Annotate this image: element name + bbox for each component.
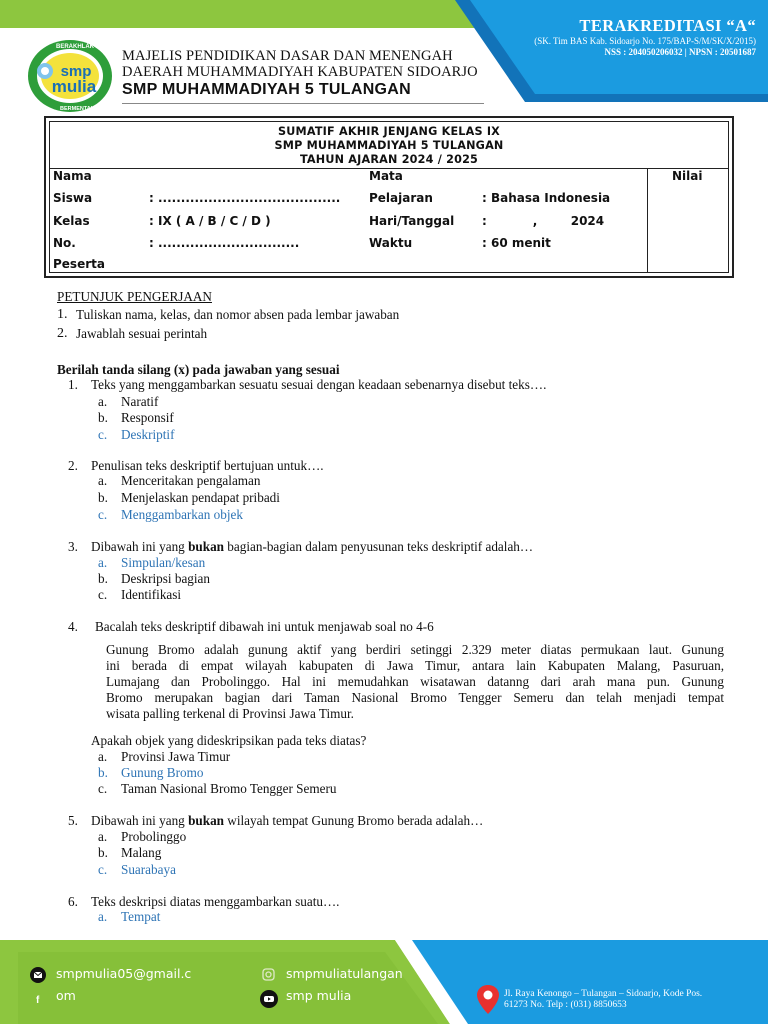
instruction-item: Jawablah sesuai perintah — [76, 326, 208, 341]
question-text-part: Dibawah ini yang — [91, 539, 189, 554]
accreditation-ids: NSS : 204050206032 | NPSN : 20501687 — [604, 47, 756, 57]
question-text: Apakah objek yang dideskripsikan pada teks diatas? — [91, 733, 367, 748]
option-text[interactable]: Deskriptif — [121, 427, 175, 442]
box-divider-vertical — [647, 168, 648, 272]
option-letter[interactable]: c. — [98, 587, 108, 602]
passage-line: wisata palling terkenal di Provinsi Jawa Timur. — [106, 706, 354, 721]
footer-youtube[interactable]: smp mulia — [286, 988, 352, 1003]
question-emphasis: bukan — [188, 539, 224, 554]
option-text[interactable]: Naratif — [121, 394, 159, 409]
svg-text:smp: smp — [60, 63, 92, 80]
hari-tanggal-field[interactable]: : , 2024 — [482, 214, 605, 228]
option-text[interactable]: Simpulan/kesan — [121, 555, 206, 570]
instructions-heading: PETUNJUK PENGERJAAN — [57, 289, 212, 304]
option-text[interactable]: Deskripsi bagian — [121, 571, 210, 586]
footer-email-line-2[interactable]: om — [56, 988, 76, 1003]
hari-tanggal-label: Hari/Tanggal — [369, 214, 455, 228]
option-letter[interactable]: a. — [98, 829, 108, 844]
option-letter[interactable]: c. — [98, 862, 108, 877]
question-text-part: bagian-bagian dalam penyusunan teks deskriptif adalah… — [224, 539, 534, 554]
question-text-part: wilayah tempat Gunung Bromo berada adalah… — [224, 813, 484, 828]
question-number: 6. — [68, 894, 78, 909]
svg-text:BERAKHLAK MULIA: BERAKHLAK MULIA — [56, 44, 114, 50]
instruction-number: 1. — [57, 307, 68, 322]
facebook-icon — [32, 992, 44, 1010]
svg-text:f: f — [36, 995, 40, 1005]
question-number: 1. — [68, 377, 78, 392]
option-text[interactable]: Provinsi Jawa Timur — [121, 749, 231, 764]
instruction-item: Tuliskan nama, kelas, dan nomor absen pada lembar jawaban — [76, 307, 400, 322]
waktu-value: : 60 menit — [482, 236, 551, 250]
instagram-icon — [261, 967, 276, 987]
option-text[interactable]: Suarabaya — [121, 862, 176, 877]
question-text: Penulisan teks deskriptif bertujuan untuk…. — [91, 458, 324, 473]
option-text[interactable]: Menjelaskan pendapat pribadi — [121, 490, 280, 505]
accreditation-sk: (SK. Tim BAS Kab. Sidoarjo No. 175/BAP-S/M/SK/X/2015) — [534, 36, 756, 46]
exam-info-box — [44, 116, 734, 278]
nama-siswa-label-2: Siswa — [53, 191, 93, 205]
exam-title — [50, 125, 728, 167]
option-text[interactable]: Menggambarkan objek — [121, 507, 243, 522]
mapel-label-1: Mata — [369, 169, 403, 183]
footer-address-line-1: Jl. Raya Kenongo – Tulangan – Sidoarjo, Kode Pos. — [504, 989, 703, 999]
nama-siswa-field[interactable]: : ........................................ — [149, 191, 341, 205]
option-text[interactable]: Malang — [121, 845, 162, 860]
option-text[interactable]: Tempat — [121, 909, 161, 924]
question-text: Teks deskripsi diatas menggambarkan suatu…. — [91, 894, 340, 909]
kelas-label: Kelas — [53, 214, 90, 228]
svg-text:BERMENTAL JUARA: BERMENTAL JUARA — [60, 106, 114, 112]
passage-line: Gunung Bromo adalah gunung aktif yang berdiri setinggi 2.329 meter diatas permukaan laut. Gunung — [106, 642, 724, 657]
school-name: SMP MUHAMMADIYAH 5 TULANGAN — [122, 81, 411, 98]
instruction-number: 2. — [57, 326, 68, 341]
mapel-value: : Bahasa Indonesia — [482, 191, 611, 205]
email-icon — [30, 967, 46, 988]
option-letter[interactable]: b. — [98, 765, 108, 780]
exam-title-line-2: SMP MUHAMMADIYAH 5 TULANGAN — [274, 139, 504, 152]
option-text[interactable]: Identifikasi — [121, 587, 182, 602]
option-letter[interactable]: b. — [98, 571, 108, 586]
option-letter[interactable]: b. — [98, 845, 108, 860]
waktu-label: Waktu — [369, 236, 413, 250]
nama-siswa-label-1: Nama — [53, 169, 92, 183]
no-peserta-field[interactable]: : ............................... — [149, 236, 300, 250]
footer-address-line-2: 61273 No. Telp : (031) 8850653 — [504, 1000, 627, 1010]
mapel-label-2: Pelajaran — [369, 191, 433, 205]
question-text-part: Dibawah ini yang — [91, 813, 189, 828]
institution-line-1: MAJELIS PENDIDIKAN DASAR DAN MENENGAH — [122, 48, 453, 64]
institution-header — [122, 48, 478, 100]
reading-passage — [106, 642, 724, 722]
option-letter[interactable]: a. — [98, 394, 108, 409]
option-letter[interactable]: c. — [98, 781, 108, 796]
footer-email-line-1[interactable]: smpmulia05@gmail.c — [56, 966, 192, 981]
question-number: 3. — [68, 539, 78, 554]
location-pin-icon — [476, 984, 500, 1021]
option-letter[interactable]: b. — [98, 490, 108, 505]
option-letter[interactable]: a. — [98, 749, 108, 764]
passage-line: ini berada di empat wilayah kabupaten di Jawa Timur, antara lain Kabupaten Malang, Pasuruan, — [106, 658, 724, 673]
option-text[interactable]: Probolinggo — [121, 829, 187, 844]
question-number: 5. — [68, 813, 78, 828]
option-letter[interactable]: a. — [98, 909, 108, 924]
question-text: Bacalah teks deskriptif dibawah ini untuk menjawab soal no 4-6 — [95, 619, 434, 634]
option-letter[interactable]: b. — [98, 410, 108, 425]
footer-instagram[interactable]: smpmuliatulangan — [286, 966, 403, 981]
accreditation-block — [456, 16, 756, 58]
option-text[interactable]: Menceritakan pengalaman — [121, 473, 261, 488]
nilai-label: Nilai — [672, 169, 703, 183]
passage-line: Lumajang dan Probolinggo. Hal ini memudahkan wisatawan datanng dari arah mana pun. Gunung — [106, 674, 724, 689]
question-emphasis: bukan — [188, 813, 224, 828]
option-letter[interactable]: c. — [98, 507, 108, 522]
exam-title-line-3: TAHUN AJARAN 2024 / 2025 — [299, 153, 479, 166]
footer-decoration — [0, 940, 768, 1024]
option-text[interactable]: Responsif — [121, 410, 174, 425]
question-text: Teks yang menggambarkan sesuatu sesuai dengan keadaan sebenarnya disebut teks…. — [91, 377, 547, 392]
passage-line: Bromo merupakan bagian dari Taman Nasional Bromo Tengger Semeru dan telah menjadi tempat — [106, 690, 724, 705]
question-text — [91, 539, 533, 555]
no-peserta-label-2: Peserta — [53, 257, 105, 271]
option-letter[interactable]: a. — [98, 473, 108, 488]
question-number: 2. — [68, 458, 78, 473]
option-letter[interactable]: c. — [98, 427, 108, 442]
question-text — [91, 813, 483, 829]
option-text[interactable]: Gunung Bromo — [121, 765, 204, 780]
svg-text:mulia: mulia — [51, 77, 97, 96]
question-number: 4. — [68, 619, 78, 634]
footer-address — [504, 989, 754, 1011]
section-heading: Berilah tanda silang (x) pada jawaban yang sesuai — [57, 362, 340, 377]
option-letter[interactable]: a. — [98, 555, 108, 570]
header-divider — [122, 103, 484, 104]
institution-line-2: DAERAH MUHAMMADIYAH KABUPATEN SIDOARJO — [122, 64, 478, 80]
kelas-field[interactable]: : IX ( A / B / C / D ) — [149, 214, 271, 228]
school-logo — [26, 38, 114, 114]
accreditation-title: TERAKREDITASI “A“ — [579, 16, 756, 35]
youtube-icon — [260, 990, 278, 1013]
no-peserta-label-1: No. — [53, 236, 76, 250]
option-text[interactable]: Taman Nasional Bromo Tengger Semeru — [121, 781, 337, 796]
exam-title-line-1: SUMATIF AKHIR JENJANG KELAS IX — [277, 125, 501, 138]
